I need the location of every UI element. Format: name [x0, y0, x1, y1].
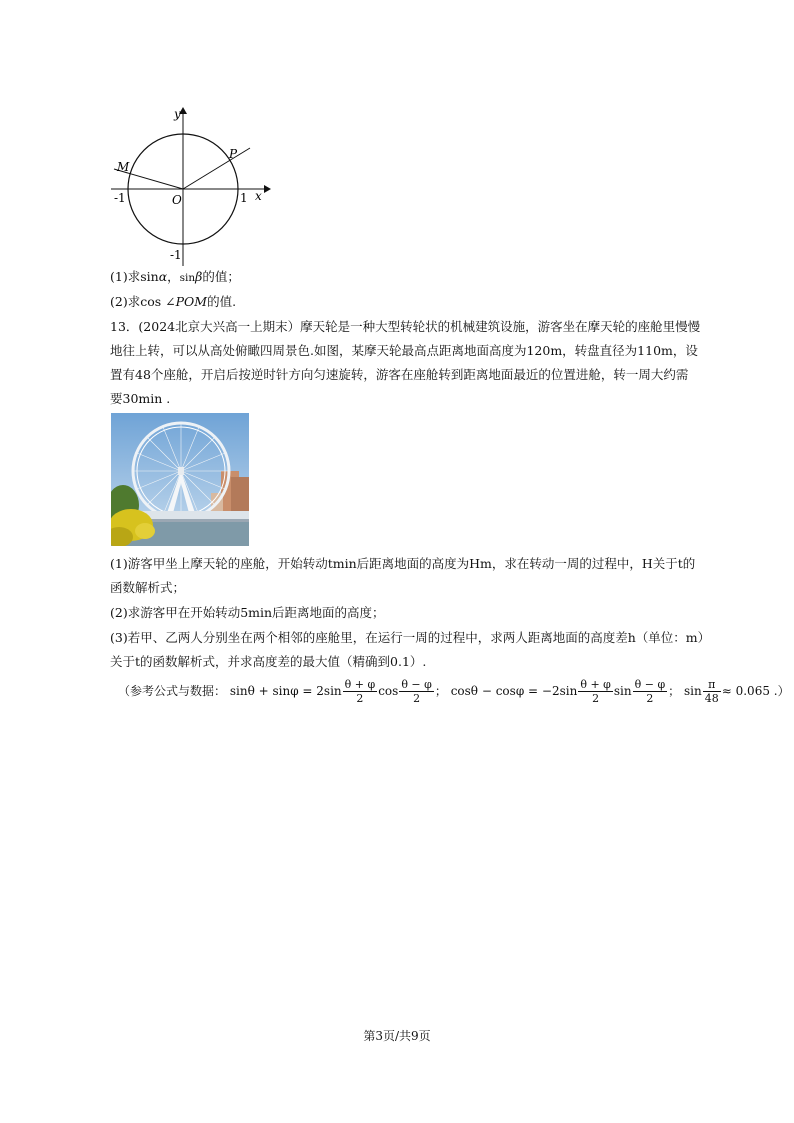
q13-stem-line4: 要30min . [110, 391, 171, 406]
q13-stem-line1: 13．(2024北京大兴高一上期末）摩天轮是一种大型转轮状的机械建筑设施，游客坐在摩天轮的座舱里慢慢 [110, 319, 701, 334]
x-label: x [255, 189, 262, 203]
q13-part3-line1: (3)若甲、乙两人分别坐在两个相邻的座舱里，在运行一周的过程中，求两人距离地面的高度差h（单位：m） [110, 630, 711, 645]
fraction: $\frac{\theta - \varphi}{2}$ [634, 678, 666, 705]
q13-part3-line2: 关于t的函数解析式，并求高度差的最大值（精确到0.1）. [110, 654, 427, 669]
ferris-wheel-photo [111, 413, 249, 546]
unit-circle-diagram [108, 104, 272, 268]
point-P-label: P [229, 147, 238, 161]
x-axis-arrow [264, 185, 271, 193]
q13-part2: (2)求游客甲在开始转动5min后距离地面的高度； [110, 605, 385, 620]
point-M-label: M [117, 160, 130, 174]
ray-OP [183, 148, 250, 189]
origin-label: O [172, 193, 182, 207]
fraction: $\frac{\pi}{48}$ [704, 678, 719, 705]
fraction: $\frac{\theta - \varphi}{2}$ [401, 678, 432, 705]
q13-part1-line2: 函数解析式； [110, 580, 186, 595]
q13-part1-line1: (1)游客甲坐上摩天轮的座舱，开始转动tmin后距离地面的高度为Hm，求在转动一周的过程中，H关于t的 [110, 556, 696, 571]
page-footer: 第3页/共9页 [363, 1029, 431, 1043]
fraction: $\frac{\theta + \varphi}{2}$ [344, 678, 376, 705]
q13-stem-line3: 置有48个座舱，开启后按逆时针方向匀速旋转，游客在座舱转到距离地面最近的位置进舱，转一周大约需 [110, 367, 689, 382]
q12-part1: (1)求sinα，sinβ的值； [110, 269, 240, 284]
neg-one-y-label: -1 [170, 248, 182, 262]
neg-one-x-label: -1 [114, 191, 126, 205]
fraction: $\frac{\theta + \varphi}{2}$ [580, 678, 611, 705]
y-label: y [174, 107, 181, 121]
q12-part2: (2)求cos ∠POM的值. [110, 294, 237, 309]
one-x-label: 1 [240, 191, 248, 205]
reference-formulas: （参考公式与数据： sinθ + sinφ = 2sin $\frac{\theta + \varphi}{2}$ cos $\frac{\theta - \varphi}{2}$ ； cosθ − cosφ = −2sin $\frac{\theta + \varphi}{2}$ sin $\frac{\theta - \varphi}{2}$ ； sin $\frac{\pi}{48}$ ≈ 0.065 .） [118, 678, 790, 705]
q13-stem-line2: 地往上转，可以从高处俯瞰四周景色.如图，某摩天轮最高点距离地面高度为120m，转盘直径为110m，设 [110, 343, 698, 358]
